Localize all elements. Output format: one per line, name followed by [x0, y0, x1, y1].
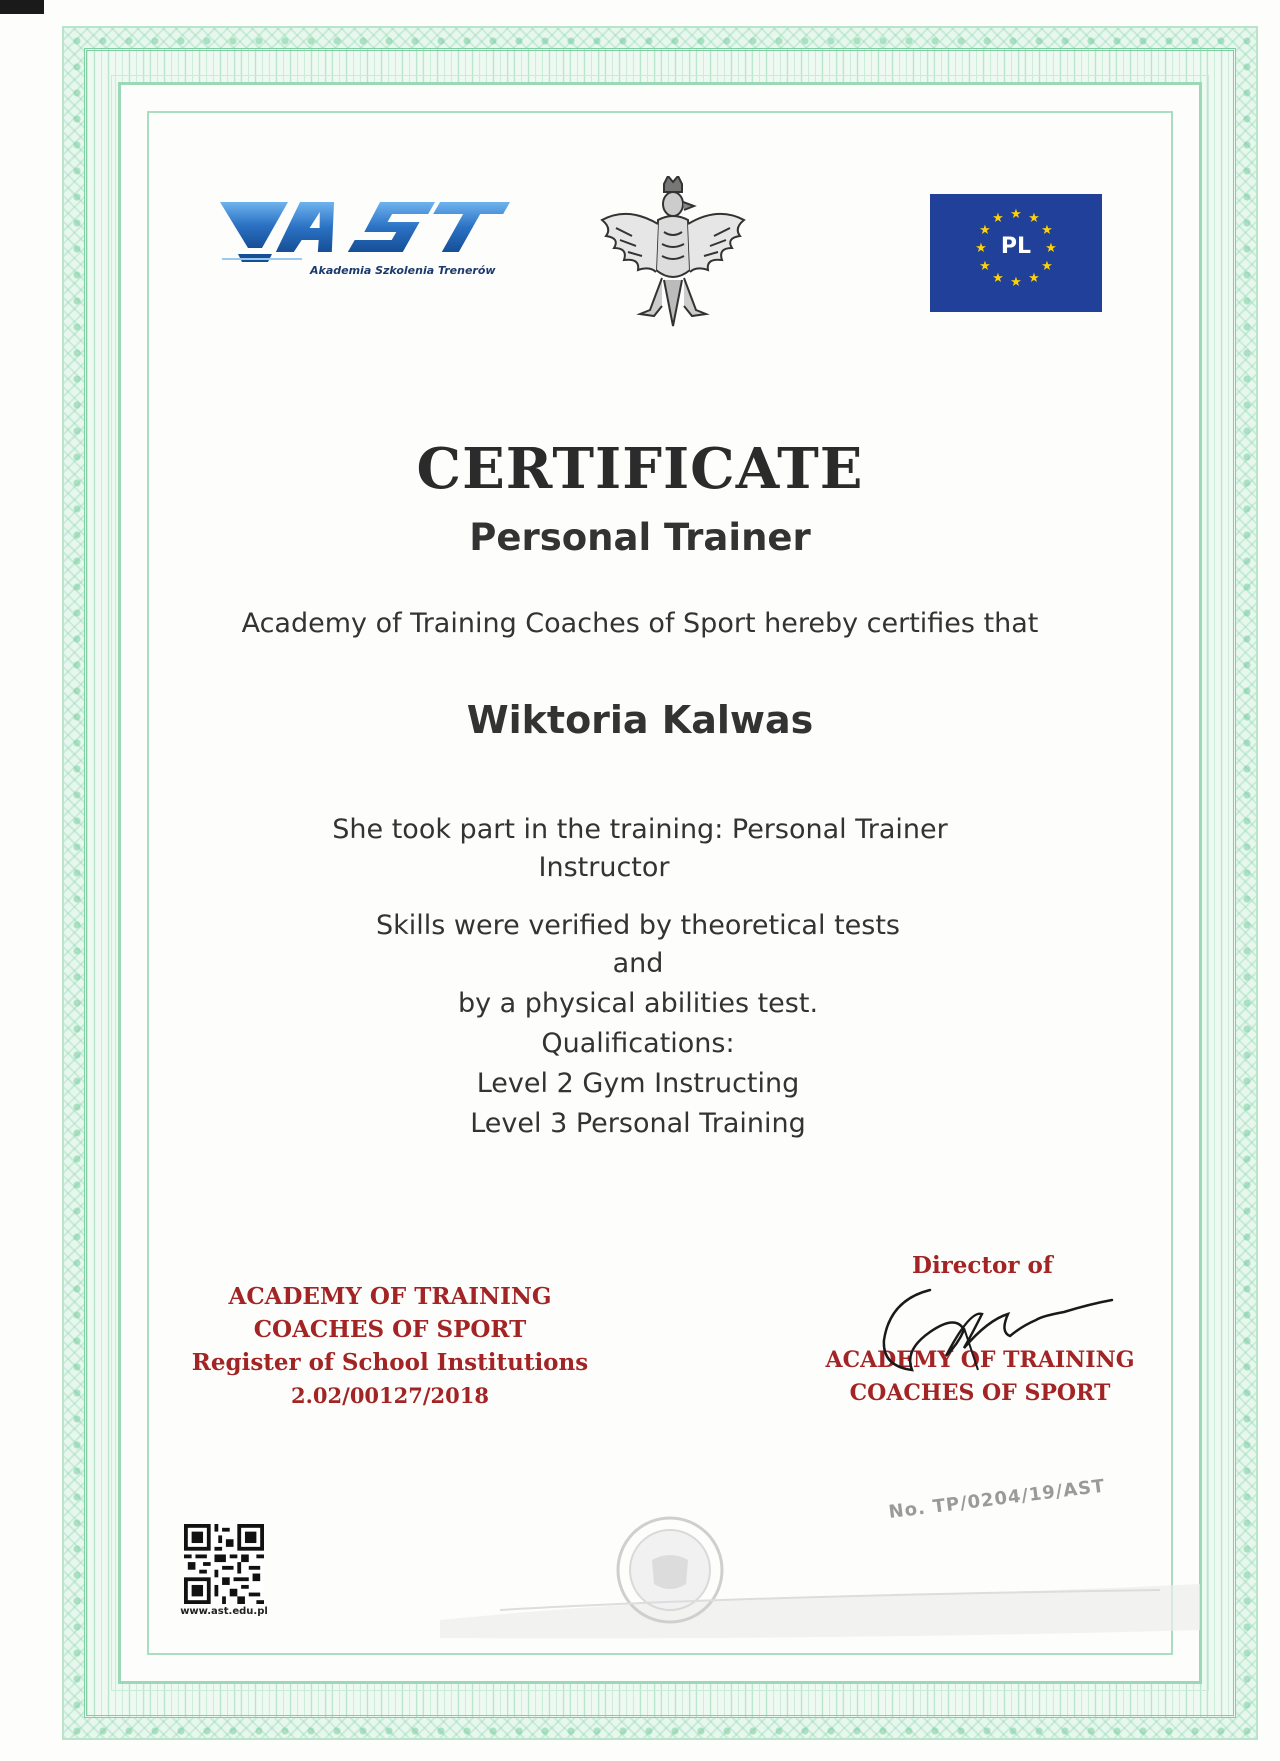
registry-stamp-line: COACHES OF SPORT — [253, 1316, 527, 1343]
certificate-title: CERTIFICATE — [416, 436, 864, 502]
svg-text:★: ★ — [992, 271, 1004, 286]
svg-text:★: ★ — [979, 259, 991, 274]
skills-line-1: Skills were verified by theoretical tests — [376, 910, 900, 941]
training-line-2: Instructor — [538, 852, 670, 883]
svg-text:★: ★ — [975, 241, 987, 256]
svg-text:★: ★ — [1028, 211, 1040, 226]
registry-stamp — [180, 1280, 600, 1412]
polish-eagle-icon — [598, 176, 748, 336]
holder-name: Wiktoria Kalwas — [466, 698, 814, 742]
registry-stamp-line: ACADEMY OF TRAINING — [228, 1283, 552, 1310]
qualification-item: Level 2 Gym Instructing — [476, 1068, 800, 1099]
svg-text:★: ★ — [1010, 207, 1022, 222]
director-stamp-line: COACHES OF SPORT — [849, 1380, 1111, 1406]
qualifications-label: Qualifications: — [541, 1028, 735, 1059]
certificate-subtitle: Personal Trainer — [469, 516, 811, 559]
registry-number: 2.02/00127/2018 — [291, 1383, 489, 1408]
skills-line-3: by a physical abilities test. — [457, 988, 819, 1019]
serial-number: No. TP/0204/19/AST — [887, 1475, 1107, 1523]
director-stamp-line: ACADEMY OF TRAINING — [825, 1347, 1135, 1373]
svg-text:★: ★ — [1028, 271, 1040, 286]
svg-text:★: ★ — [979, 223, 991, 238]
handwritten-signature — [860, 1270, 1120, 1390]
skills-line-2: and — [612, 948, 664, 979]
svg-text:★: ★ — [1041, 259, 1053, 274]
svg-text:★: ★ — [1041, 223, 1053, 238]
director-label: Director of — [912, 1252, 1053, 1279]
hologram-seal — [440, 1500, 1200, 1640]
certifies-line: Academy of Training Coaches of Sport hereby certifies that — [241, 608, 1039, 639]
svg-text:★: ★ — [992, 211, 1004, 226]
svg-text:★: ★ — [1010, 275, 1022, 290]
registry-stamp-line: Register of School Institutions — [191, 1349, 589, 1376]
ast-tagline: Akademia Szkolenia Trenerów — [310, 264, 496, 277]
training-line: She took part in the training: Personal Trainer — [332, 814, 948, 845]
svg-text:★: ★ — [1045, 241, 1057, 256]
qr-code-icon — [184, 1524, 264, 1604]
eu-flag-label: PL — [1000, 234, 1032, 259]
eu-flag-icon — [930, 194, 1102, 312]
website-url: www.ast.edu.pl — [180, 1606, 268, 1617]
qualification-item: Level 3 Personal Training — [470, 1108, 806, 1139]
